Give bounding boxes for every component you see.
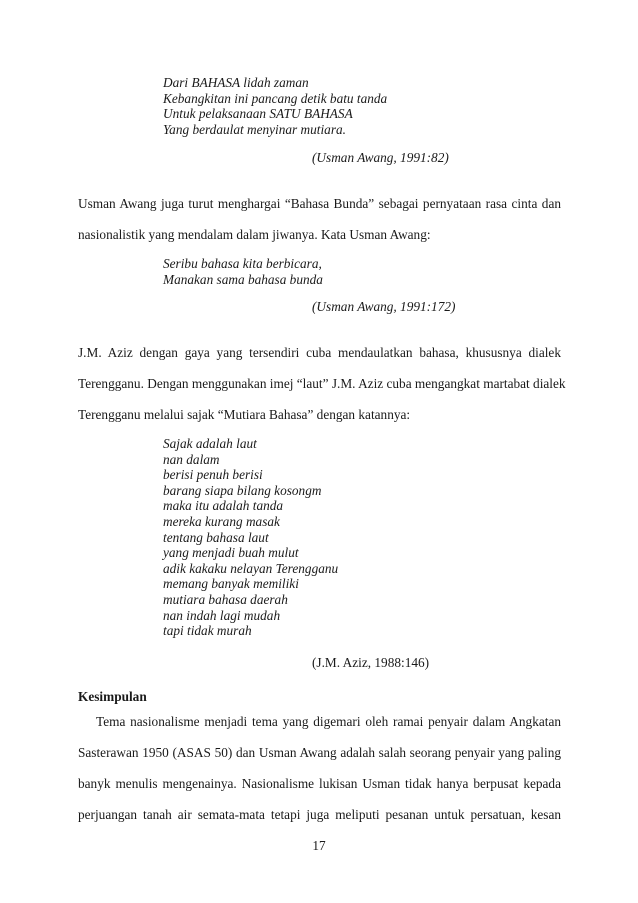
poem-line: tentang bahasa laut: [163, 529, 269, 545]
poem-citation-3: (J.M. Aziz, 1988:146): [312, 655, 430, 670]
poem-citation-1: (Usman Awang, 1991:82): [312, 150, 449, 165]
poem-line: Manakan sama bahasa bunda: [163, 271, 323, 287]
poem-line: nan dalam: [163, 451, 220, 467]
poem-line: mereka kurang masak: [163, 513, 280, 529]
paragraph-line: Terengganu. Dengan menggunakan imej “laut” J.M. Aziz cuba mengangkat martabat dialek: [78, 376, 566, 391]
poem-line: maka itu adalah tanda: [163, 498, 284, 514]
paragraph-line: Terengganu melalui sajak “Mutiara Bahasa” dengan katannya:: [78, 407, 411, 422]
poem-line: Dari BAHASA lidah zaman: [163, 75, 309, 90]
poem-line: yang menjadi buah mulut: [163, 545, 299, 561]
poem-line: Untuk pelaksanaan SATU BAHASA: [163, 106, 353, 122]
poem-mutiara-bahasa: [163, 436, 338, 639]
paragraph-line: perjuangan tanah air semata-mata tetapi juga meliputi pesanan untuk persatuan, kesan: [78, 807, 561, 822]
page-number: 17: [312, 838, 326, 853]
poem-line: Kebangkitan ini pancang detik batu tanda: [163, 90, 388, 106]
poem-line: tapi tidak murah: [163, 623, 252, 639]
poem-line: berisi penuh berisi: [163, 467, 263, 483]
poem-line: mutiara bahasa daerah: [163, 591, 288, 607]
poem-usman-awang-1: [163, 75, 387, 137]
poem-citation-2: (Usman Awang, 1991:172): [312, 299, 456, 314]
paragraph-line: Usman Awang juga turut menghargai “Bahasa Bunda” sebagai pernyataan rasa cinta dan: [78, 196, 561, 211]
poem-line: barang siapa bilang kosongm: [163, 482, 322, 498]
poem-line: nan indah lagi mudah: [163, 607, 281, 623]
paragraph-line: nasionalistik yang mendalam dalam jiwanya. Kata Usman Awang:: [78, 227, 431, 242]
paragraph-line: banyk menulis mengenainya. Nasionalisme lukisan Usman tidak hanya berpusat kepada: [78, 776, 561, 791]
paragraph-line: J.M. Aziz dengan gaya yang tersendiri cuba mendaulatkan bahasa, khususnya dialek: [78, 345, 561, 360]
paragraph-line: Sasterawan 1950 (ASAS 50) dan Usman Awang adalah salah seorang penyair yang paling: [78, 745, 561, 760]
poem-line: Seribu bahasa kita berbicara,: [163, 256, 322, 271]
poem-line: Sajak adalah laut: [163, 436, 257, 451]
poem-line: memang banyak memiliki: [163, 576, 299, 592]
paragraph-line: Tema nasionalisme menjadi tema yang digemari oleh ramai penyair dalam Angkatan: [96, 714, 561, 729]
poem-usman-awang-2: [163, 256, 323, 287]
poem-line: adik kakaku nelayan Terengganu: [163, 560, 339, 576]
section-heading: Kesimpulan: [78, 689, 147, 704]
poem-line: Yang berdaulat menyinar mutiara.: [163, 121, 346, 137]
